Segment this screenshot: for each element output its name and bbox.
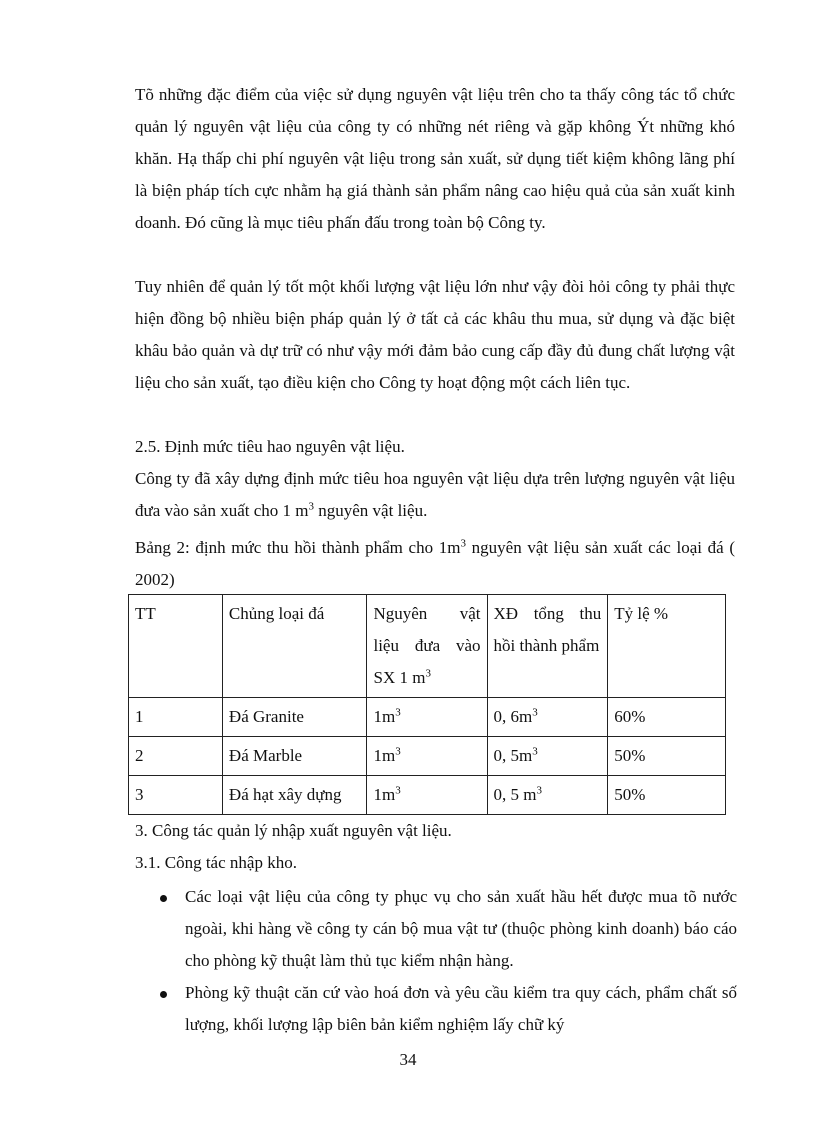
table-row [129, 776, 726, 815]
cell-tt: 2 [129, 737, 223, 776]
cell-stone-type: Đá Marble [222, 737, 367, 776]
table-caption-text-end: nguyên vật liệu sản xuất các loại đá ( 2002) [135, 538, 735, 589]
header-output: XĐ tổng thu hồi thành phẩm [487, 595, 608, 698]
cell-input-value: 1m [373, 746, 396, 765]
table-caption-text: Bảng 2: định mức thu hồi thành phẩm cho 1m [135, 538, 461, 557]
bullet-icon [160, 895, 167, 902]
cell-tt: 1 [129, 698, 223, 737]
heading-section-3: 3. Công tác quản lý nhập xuất nguyên vật liệu. [135, 821, 452, 840]
superscript: 3 [308, 500, 315, 513]
cell-output [487, 737, 608, 776]
superscript: 3 [425, 667, 431, 680]
cell-tt: 3 [129, 776, 223, 815]
page-number: 34 [399, 1050, 417, 1069]
bullet-icon [160, 991, 167, 998]
header-input-material [367, 595, 487, 698]
cell-input-value: 1m [373, 707, 396, 726]
cell-stone-type: Đá hạt xây dựng [222, 776, 367, 815]
cell-input [367, 737, 487, 776]
table-row [129, 737, 726, 776]
superscript: 3 [395, 745, 401, 758]
cell-output [487, 698, 608, 737]
heading-section-3-1: 3.1. Công tác nhập kho. [135, 853, 297, 872]
table-header-row [129, 595, 726, 698]
cell-output-value: 0, 5 m [493, 785, 537, 804]
paragraph-management-measures: Tuy nhiên để quản lý tốt một khối lượng vật liệu lớn như vậy đòi hỏi công ty phải thực hiện đồng bộ nhiều biện pháp quản lý ở tất cả các khâu thu mua, sử dụng và đặc biệt khâu bảo quản và dự trữ có như vậy mới đảm bảo cung cấp đầy đủ đung chất lượng vật liệu cho sản xuất, tạo điều kiện cho Công ty hoạt động một cách liên tục. [135, 277, 735, 392]
cell-input-value: 1m [373, 785, 396, 804]
superscript: 3 [395, 706, 401, 719]
paragraph-norm-description [135, 463, 735, 527]
cell-input [367, 776, 487, 815]
superscript: 3 [536, 784, 543, 797]
superscript: 3 [460, 537, 466, 550]
superscript: 3 [532, 706, 538, 719]
cell-output-value: 0, 6m [493, 707, 533, 726]
header-rate: Tỷ lệ % [608, 595, 726, 698]
header-stone-type: Chủng loại đá [222, 595, 367, 698]
list-item-text: Phòng kỹ thuật căn cứ vào hoá đơn và yêu cầu kiểm tra quy cách, phẩm chất số lượng, khối lượng lập biên bản kiểm nghiệm lấy chữ ký [185, 983, 737, 1034]
list-item-text: Các loại vật liệu của công ty phục vụ cho sản xuất hầu hết được mua tõ nước ngoài, khi hàng về công ty cán bộ mua vật tư (thuộc phòng kinh doanh) báo cáo cho phòng kỹ thuật làm thủ tục kiểm nhận hàng. [185, 887, 737, 970]
list-item [135, 977, 737, 1041]
cell-rate: 50% [608, 776, 726, 815]
table-caption [135, 532, 735, 596]
paragraph-norm-text: Công ty đã xây dựng định mức tiêu hoa nguyên vật liệu dựa trên lượng nguyên vật liệu đưa vào sản xuất cho 1 m [135, 469, 735, 520]
list-item [135, 881, 737, 977]
cell-stone-type: Đá Granite [222, 698, 367, 737]
paragraph-material-characteristics: Tõ những đặc điểm của việc sử dụng nguyên vật liệu trên cho ta thấy công tác tổ chức quản lý nguyên vật liệu của công ty có những nét riêng và gặp không Ýt những khó khăn. Hạ thấp chi phí nguyên vật liệu trong sản xuất, sử dụng tiết kiệm không lãng phí là biện pháp tích cực nhằm hạ giá thành sản phẩm nâng cao hiệu quả của sản xuất kinh doanh. Đó cũng là mục tiêu phấn đấu trong toàn bộ Công ty. [135, 85, 735, 232]
superscript: 3 [532, 745, 538, 758]
yield-table [128, 594, 726, 815]
cell-rate: 50% [608, 737, 726, 776]
header-input-text: Nguyên vật liệu đưa vào SX 1 m [373, 604, 481, 687]
cell-input [367, 698, 487, 737]
heading-consumption-norms: 2.5. Định mức tiêu hao nguyên vật liệu. [135, 437, 405, 456]
table-row [129, 698, 726, 737]
cell-output-value: 0, 5m [493, 746, 533, 765]
bullet-list [135, 881, 737, 1041]
cell-rate: 60% [608, 698, 726, 737]
paragraph-norm-text-end: nguyên vật liệu. [314, 501, 428, 520]
header-tt: TT [129, 595, 223, 698]
superscript: 3 [395, 784, 401, 797]
cell-output [487, 776, 608, 815]
